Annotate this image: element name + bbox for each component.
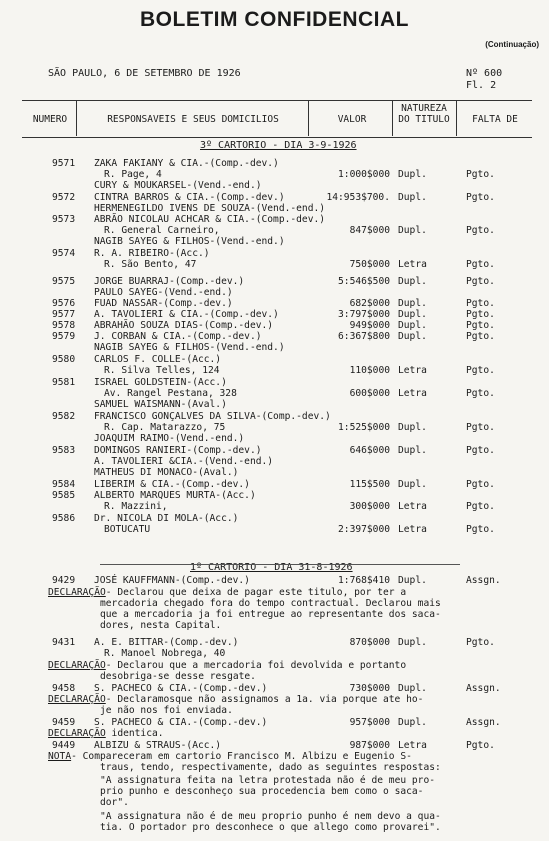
entry-falta: Pgto. (466, 320, 495, 331)
note-text: desobriga-se desse resgate. (100, 671, 256, 682)
note-text: dores, nesta Capital. (100, 620, 222, 631)
column-header-natureza: NATUREZA DO TITULO (398, 103, 450, 125)
entry-falta: Pgto. (466, 365, 495, 376)
note-line (48, 728, 164, 739)
note-text: "A assignatura não é de meu proprio punho é nem devo a qua- (100, 811, 441, 822)
note-line (100, 598, 441, 609)
entry-number: 9429 (52, 575, 76, 586)
entry-number: 9580 (52, 354, 76, 365)
column-header-valor: VALOR (337, 114, 367, 125)
entry-valor: 987$000 (349, 740, 390, 751)
entry-number: 9571 (52, 158, 76, 169)
column-divider (308, 100, 309, 136)
entry-falta: Pgto. (466, 225, 495, 236)
section-heading-1-cartorio: 1º CARTORIO - DIA 31-8-1926 (190, 562, 353, 573)
entry-line: ZAKA FAKIANY & CIA.-(Comp.-dev.) (94, 158, 279, 169)
entry-line: ISRAEL GOLDSTEIN-(Acc.) (94, 377, 227, 388)
entry-falta: Pgto. (466, 192, 495, 203)
entry-titulo: Dupl. (398, 683, 427, 694)
note-line (100, 620, 221, 631)
entry-titulo: Dupl. (398, 276, 427, 287)
entry-titulo: Dupl. (398, 575, 427, 586)
note-text: - Declarou que a mercadoria foi devolvida e portanto (105, 660, 407, 671)
entry-number: 9449 (52, 740, 76, 751)
entry-line: JOSÉ KAUFFMANN-(Comp.-dev.) (94, 575, 250, 586)
entry-falta: Assgn. (466, 683, 501, 694)
entry-line: DOMINGOS RANIERI-(Comp.-dev.) (94, 445, 262, 456)
entry-valor: 870$000 (349, 637, 390, 648)
note-line (100, 762, 441, 773)
note-line (100, 811, 441, 822)
entry-number: 9586 (52, 513, 76, 524)
entry-number: 9574 (52, 248, 76, 259)
note-text: traus, tendo, respectivamente, dado as seguintes respostas: (100, 762, 441, 773)
entry-number: 9582 (52, 411, 76, 422)
entry-line: A. E. BITTAR-(Comp.-dev.) (94, 637, 239, 648)
entry-titulo: Dupl. (398, 637, 427, 648)
entry-titulo: Dupl. (398, 445, 427, 456)
entry-number: 9458 (52, 683, 76, 694)
entry-line: CARLOS F. COLLE-(Acc.) (94, 354, 222, 365)
entry-line: MATHEUS DI MONACO-(Aval.) (94, 467, 239, 478)
section-rule (100, 564, 460, 565)
entry-line: J. CORBAN & CIA.-(Comp.-dev.) (94, 331, 262, 342)
entry-number: 9577 (52, 309, 76, 320)
entry-titulo: Dupl. (398, 479, 427, 490)
entry-line: R. Cap. Matarazzo, 75 (104, 422, 226, 433)
entry-line: ALBERTO MARQUES MURTA-(Acc.) (94, 490, 256, 501)
note-label: NOTA (48, 751, 72, 762)
entry-titulo: Dupl. (398, 331, 427, 342)
entry-titulo: Dupl. (398, 717, 427, 728)
place-date: SÃO PAULO, 6 DE SETEMBRO DE 1926 (48, 68, 241, 79)
entry-titulo: Letra (398, 740, 427, 751)
page-title: BOLETIM CONFIDENCIAL (140, 8, 409, 31)
entry-number: 9573 (52, 214, 76, 225)
note-line (100, 797, 129, 808)
entry-falta: Pgto. (466, 422, 495, 433)
entry-valor: 110$000 (349, 365, 390, 376)
entry-number: 9583 (52, 445, 76, 456)
entry-line: LIBERIM & CIA.-(Comp.-dev.) (94, 479, 250, 490)
entry-line: PAULO SAYEG-(Vend.-end.) (94, 287, 233, 298)
note-line (100, 671, 256, 682)
entry-number: 9572 (52, 192, 76, 203)
entry-valor: 646$000 (349, 445, 390, 456)
note-text: identica. (105, 728, 164, 739)
entry-line: BOTUCATU (104, 524, 151, 535)
entry-valor: 1:768$410 (338, 575, 390, 586)
entry-line: S. PACHECO & CIA.-(Comp.-dev.) (94, 683, 268, 694)
entry-valor: 682$000 (349, 298, 390, 309)
entry-line: R. Manoel Nobrega, 40 (104, 648, 226, 659)
entry-line: R. Page, 4 (104, 169, 162, 180)
entry-valor: 5:546$500 (338, 276, 390, 287)
entry-titulo: Dupl. (398, 192, 427, 203)
note-text: prio punho e desconheço sua procedencia bem como o saca- (100, 786, 424, 797)
entry-falta: Pgto. (466, 331, 495, 342)
entry-number: 9459 (52, 717, 76, 728)
entry-line: Dr. NICOLA DI MOLA-(Acc.) (94, 513, 239, 524)
entry-falta: Pgto. (466, 524, 495, 535)
entry-valor: 847$000 (349, 225, 390, 236)
entry-line: CINTRA BARROS & CIA.-(Comp.-dev.) (94, 192, 285, 203)
entry-valor: 600$000 (349, 388, 390, 399)
entry-valor: 6:367$800 (338, 331, 390, 342)
note-text: "A assignatura feita na letra protestada não é de meu pro- (100, 775, 436, 786)
continuation-label: (Continuação) (485, 40, 539, 49)
entry-line: R. Silva Telles, 124 (104, 365, 220, 376)
note-label: DECLARAÇÃO (48, 728, 106, 739)
entry-falta: Pgto. (466, 169, 495, 180)
entry-number: 9585 (52, 490, 76, 501)
column-divider (456, 100, 457, 136)
entry-falta: Pgto. (466, 445, 495, 456)
entry-line: ALBIZU & STRAUS-(Acc.) (94, 740, 222, 751)
entry-number: 9578 (52, 320, 76, 331)
column-divider (76, 100, 77, 136)
entry-line: R. Mazzini, (104, 501, 168, 512)
entry-falta: Pgto. (466, 298, 495, 309)
entry-line: ABRÃO NICOLAU ACHCAR & CIA.-(Comp.-dev.) (94, 214, 326, 225)
note-line (48, 751, 412, 762)
entry-valor: 3:797$000 (338, 309, 390, 320)
note-text: dor". (100, 797, 129, 808)
entry-titulo: Letra (398, 524, 427, 535)
entry-valor: 949$000 (349, 320, 390, 331)
entry-valor: 750$000 (349, 259, 390, 270)
entry-titulo: Letra (398, 388, 427, 399)
entry-titulo: Letra (398, 501, 427, 512)
entry-falta: Pgto. (466, 276, 495, 287)
entry-line: JORGE BUARRAJ-(Comp.-dev.) (94, 276, 245, 287)
entry-titulo: Dupl. (398, 169, 427, 180)
entry-titulo: Letra (398, 365, 427, 376)
note-label: DECLARAÇÃO (48, 660, 106, 671)
note-line (48, 660, 406, 671)
note-line (100, 822, 441, 833)
entry-valor: 730$000 (349, 683, 390, 694)
entry-falta: Pgto. (466, 309, 495, 320)
note-line (48, 694, 423, 705)
note-line (48, 587, 406, 598)
entry-falta: Pgto. (466, 388, 495, 399)
entry-line: S. PACHECO & CIA.-(Comp.-dev.) (94, 717, 268, 728)
note-line (100, 775, 435, 786)
note-label: DECLARAÇÃO (48, 694, 106, 705)
note-text: tia. O portador pro desconhece o que allego como provarei". (100, 822, 441, 833)
entry-falta: Pgto. (466, 259, 495, 270)
note-text: mercadoria chegado fora do tempo contractual. Declarou mais (100, 598, 441, 609)
entry-falta: Assgn. (466, 575, 501, 586)
entry-line: JOAQUIM RAIMO-(Vend.-end.) (94, 433, 245, 444)
note-line (100, 786, 423, 797)
entry-valor: 957$000 (349, 717, 390, 728)
entry-valor: 1:000$000 (338, 169, 390, 180)
entry-titulo: Dupl. (398, 309, 427, 320)
section-heading-3-cartorio: 3º CARTORIO - DIA 3-9-1926 (200, 140, 357, 151)
entry-number: 9581 (52, 377, 76, 388)
entry-line: A. TAVOLIERI &CIA.-(Vend.-end.) (94, 456, 274, 467)
entry-number: 9575 (52, 276, 76, 287)
entry-valor: 115$500 (349, 479, 390, 490)
note-line (100, 705, 233, 716)
entry-line: CURY & MOUKARSEL-(Vend.-end.) (94, 180, 262, 191)
entry-valor: 1:525$000 (338, 422, 390, 433)
note-text: - Declarou que deixa de pagar este titulo, por ter a (105, 587, 407, 598)
entry-number: 9584 (52, 479, 76, 490)
note-label: DECLARAÇÃO (48, 587, 106, 598)
entry-line: NAGIB SAYEG & FILHOS-(Vend.-end.) (94, 342, 285, 353)
entry-titulo: Dupl. (398, 422, 427, 433)
note-line (100, 609, 441, 620)
note-text: je não nos foi enviada. (100, 705, 233, 716)
entry-number: 9576 (52, 298, 76, 309)
entry-line: R. São Bento, 47 (104, 259, 197, 270)
column-header-falta: FALTA DE (472, 114, 518, 125)
column-divider (392, 100, 393, 136)
entry-line: Av. Rangel Pestana, 328 (104, 388, 237, 399)
column-header-numero: NUMERO (32, 114, 68, 125)
note-text: - Declaramosque não assignamos a 1a. via porque ate ho- (105, 694, 424, 705)
entry-valor: 300$000 (349, 501, 390, 512)
entry-line: HERMENEGILDO IVENS DE SOUZA-(Vend.-end.) (94, 203, 326, 214)
entry-titulo: Dupl. (398, 320, 427, 331)
entry-valor: 14:953$700. (326, 192, 390, 203)
note-text: que a mercadoria ja foi entregue ao representante dos saca- (100, 609, 441, 620)
entry-line: R. A. RIBEIRO-(Acc.) (94, 248, 210, 259)
sheet-number: Fl. 2 (466, 80, 497, 91)
entry-line: ABRAHÃO SOUZA DIAS-(Comp.-dev.) (94, 320, 274, 331)
entry-falta: Assgn. (466, 717, 501, 728)
note-text: - Compareceram em cartorio Francisco M. Albizu e Eugenio S- (71, 751, 412, 762)
entry-falta: Pgto. (466, 501, 495, 512)
entry-line: A. TAVOLIERI & CIA.-(Comp.-dev.) (94, 309, 279, 320)
entry-line: FUAD NASSAR-(Comp.-dev.) (94, 298, 233, 309)
entry-line: SAMUEL WAISMANN-(Aval.) (94, 399, 227, 410)
bulletin-number: Nº 600 (466, 68, 503, 79)
column-header-responsaveis: RESPONSAVEIS E SEUS DOMICILIOS (107, 114, 279, 125)
entry-number: 9431 (52, 637, 76, 648)
entry-number: 9579 (52, 331, 76, 342)
entry-titulo: Dupl. (398, 225, 427, 236)
entry-line: FRANCISCO GONÇALVES DA SILVA-(Comp.-dev.) (94, 411, 331, 422)
entry-line: NAGIB SAYEG & FILHOS-(Vend.-end.) (94, 236, 285, 247)
entry-line: R. General Carneiro, (104, 225, 220, 236)
entry-falta: Pgto. (466, 479, 495, 490)
entry-titulo: Dupl. (398, 298, 427, 309)
entry-valor: 2:397$000 (338, 524, 390, 535)
entry-falta: Pgto. (466, 740, 495, 751)
entry-titulo: Letra (398, 259, 427, 270)
entry-falta: Pgto. (466, 637, 495, 648)
